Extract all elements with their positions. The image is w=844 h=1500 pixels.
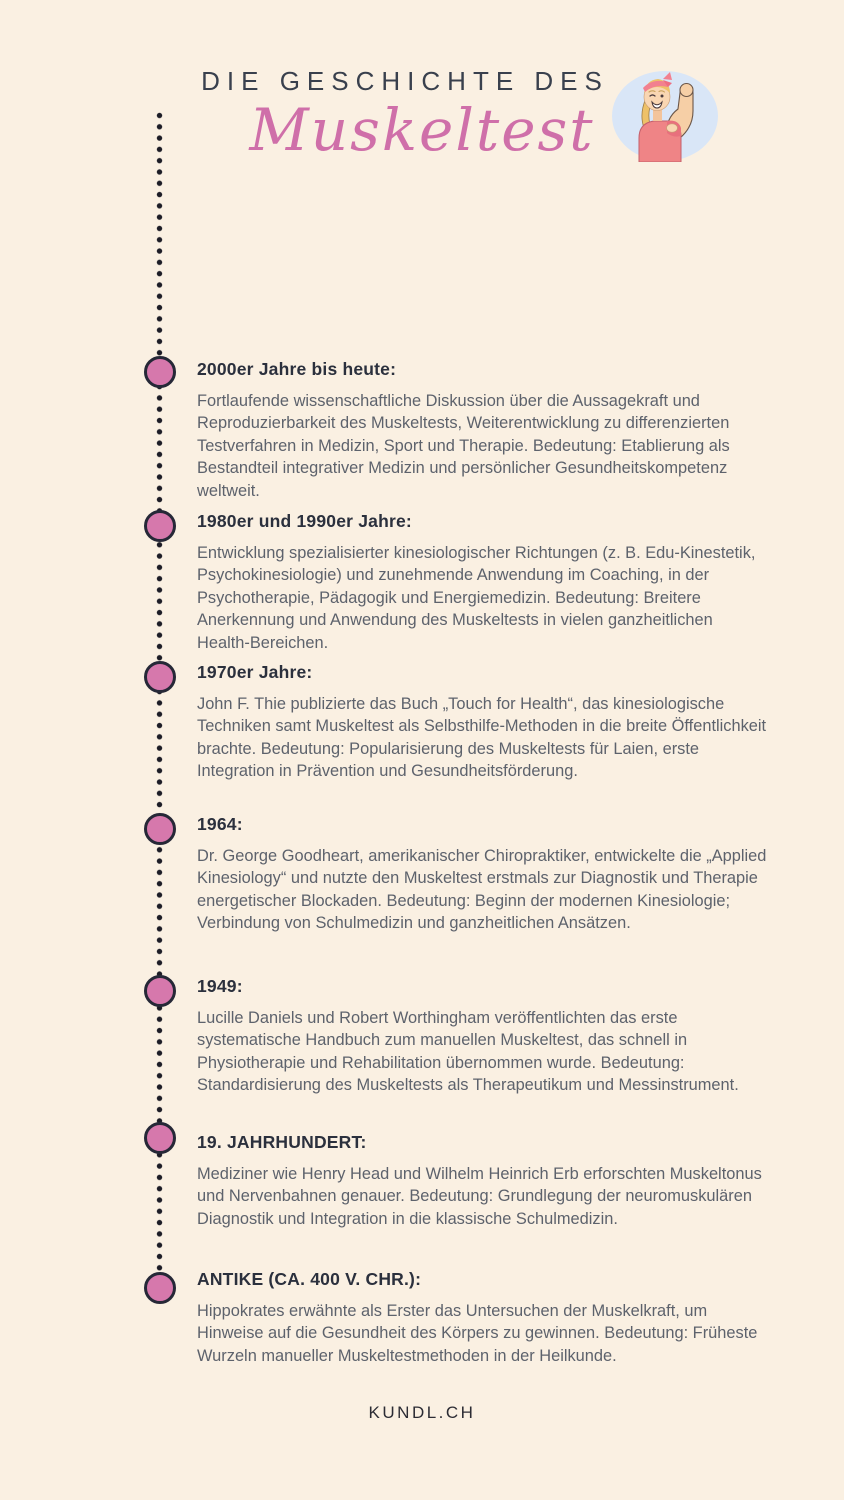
entry-body: Entwicklung spezialisierter kinesiologischer Richtungen (z. B. Edu-Kinestetik, Psychokinesiologie) und zunehmende Anwendung im Coaching, in der Psychotherapie, Pädagogik und Energiemedizin. Bedeutung: Breitere Anerkennung und Anwendung des Muskeltests in vielen ganzheitlichen Health-Bereichen. <box>197 544 756 652</box>
entry-heading: ANTIKE (CA. 400 V. CHR.): <box>197 1269 422 1289</box>
entry-body: Lucille Daniels und Robert Worthingham veröffentlichten das erste systematische Handbuch zum manuellen Muskeltest, das schnell in Physiotherapie und Rehabilitation übernommen wurde. Bedeutung: Standardisierung des Muskeltests als Therapeutikum und Messinstrument. <box>197 1009 739 1095</box>
entry-heading: 1949: <box>197 976 243 996</box>
timeline-entry <box>197 812 767 935</box>
entry-heading: 1964: <box>197 814 243 834</box>
timeline-marker-1949 <box>144 975 176 1007</box>
entry-body: Mediziner wie Henry Head und Wilhelm Heinrich Erb erforschten Muskeltonus und Nervenbahnen genauer. Bedeutung: Grundlegung der neuromuskulären Diagnostik und Integration in die klassische Schulmedizin. <box>197 1165 762 1228</box>
entry-heading: 1980er und 1990er Jahre: <box>197 511 412 531</box>
entry-body: Dr. George Goodheart, amerikanischer Chiropraktiker, entwickelte die „Applied Kinesiology“ und nutzte den Muskeltest erstmals zur Diagnostik und Therapie energetischer Blockaden. Bedeutung: Beginn der modernen Kinesiologie; Verbindung von Schulmedizin und ganzheitlichen Ansätzen. <box>197 847 767 933</box>
timeline-marker-1964 <box>144 813 176 845</box>
entry-body: John F. Thie publizierte das Buch „Touch for Health“, das kinesiologische Techniken samt Muskeltest als Selbsthilfe-Methoden in die breite Öffentlichkeit brachte. Bedeutung: Popularisierung des Muskeltests für Laien, erste Integration in Prävention und Gesundheitsförderung. <box>197 695 767 781</box>
timeline-marker-2000er <box>144 356 176 388</box>
timeline-entry <box>197 660 767 783</box>
entry-body: Fortlaufende wissenschaftliche Diskussion über die Aussagekraft und Reproduzierbarkeit des Muskeltests, Weiterentwicklung zu differenzierten Testverfahren in Medizin, Sport und Therapie. Bedeutung: Etablierung als Bestandteil integrativer Medizin und persönlicher Gesundheitskompetenz weltweit. <box>197 392 730 500</box>
timeline-entry <box>197 974 767 1097</box>
timeline-marker-1970er <box>144 661 176 693</box>
timeline-marker-19-jahrhundert <box>144 1122 176 1154</box>
timeline-marker-antike <box>144 1272 176 1304</box>
timeline-entry <box>197 357 767 502</box>
page-title: DIE GESCHICHTE DES <box>201 66 609 96</box>
timeline-entry <box>197 1130 767 1230</box>
strong-woman-illustration <box>611 70 719 162</box>
timeline-entry <box>197 1267 767 1367</box>
footer-brand: KUNDL.CH <box>368 1403 476 1422</box>
entry-body: Hippokrates erwähnte als Erster das Untersuchen der Muskelkraft, um Hinweise auf die Gesundheit des Körpers zu gewinnen. Bedeutung: Früheste Wurzeln manueller Muskeltestmethoden in der Heilkunde. <box>197 1302 758 1365</box>
timeline-dotted-line <box>156 112 163 1280</box>
entry-heading: 2000er Jahre bis heute: <box>197 359 397 379</box>
entry-heading: 1970er Jahre: <box>197 662 313 682</box>
strong-woman-icon <box>611 70 719 162</box>
timeline-marker-1980er <box>144 510 176 542</box>
page-subtitle-script: Muskeltest <box>249 96 595 164</box>
timeline-entry <box>197 509 767 654</box>
entry-heading: 19. JAHRHUNDERT: <box>197 1132 367 1152</box>
